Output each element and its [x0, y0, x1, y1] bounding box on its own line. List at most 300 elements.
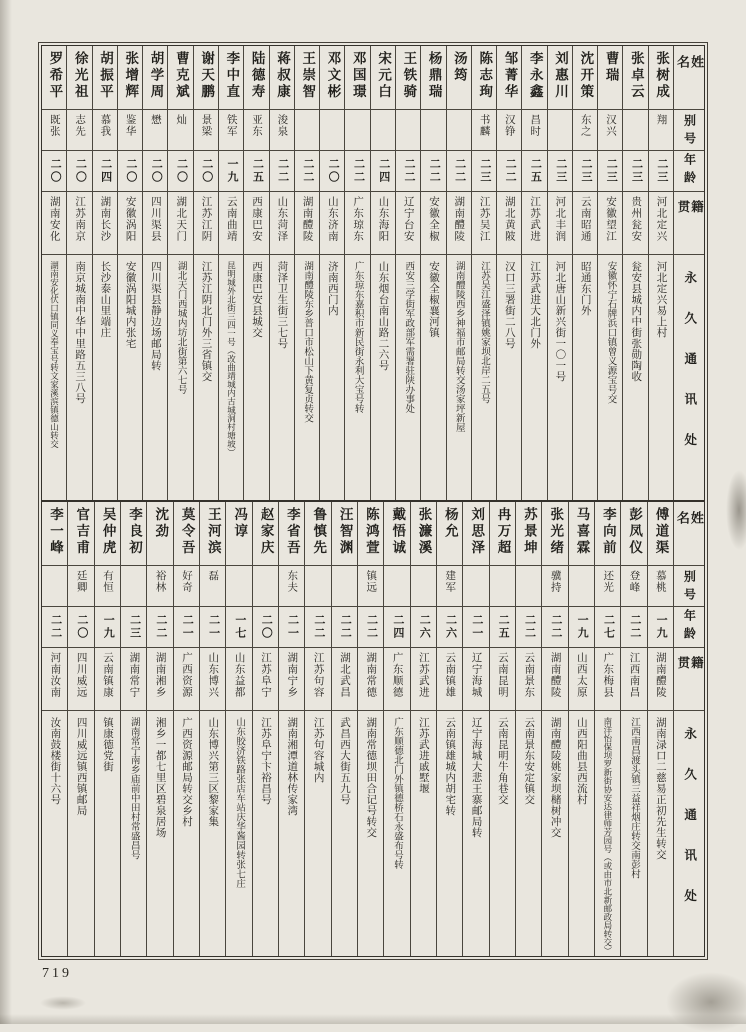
- name-cell: [143, 46, 167, 110]
- alias-cell: [447, 110, 471, 151]
- address-cell: [95, 711, 120, 956]
- name-cell-text: 吴仲虎: [100, 507, 116, 557]
- entry-column: [117, 46, 142, 500]
- origin-cell-text: 湖南湘乡: [154, 652, 166, 698]
- address-cell: [42, 711, 67, 956]
- name-cell-text: 沈劲: [153, 507, 169, 540]
- entry-column: [319, 46, 344, 500]
- name-cell: [447, 46, 471, 110]
- name-cell-text: 曹瑞: [603, 51, 619, 84]
- origin-cell: [143, 192, 167, 255]
- alias-cell: [595, 566, 620, 607]
- entry-column: [572, 46, 597, 500]
- alias-cell: [516, 566, 541, 607]
- page-number: 719: [42, 966, 72, 981]
- name-cell-text: 刘惠川: [553, 51, 569, 101]
- address-cell: [194, 255, 218, 500]
- name-cell-text: 徐光祖: [72, 51, 88, 101]
- age-cell: [548, 151, 572, 192]
- name-cell-text: 李良初: [126, 507, 142, 557]
- origin-cell-text: 河南汝南: [49, 652, 61, 698]
- address-cell-text: 辽宁海城大悲王寨邮局转: [470, 717, 482, 838]
- origin-cell: [522, 192, 546, 255]
- directory-sheet-frame: [41, 45, 705, 957]
- alias-cell-text: 有恒: [101, 570, 113, 593]
- address-cell-text: 湖南湘潭道林传家湾: [286, 717, 298, 816]
- address-cell-text: 汉口三署街二八号: [503, 261, 515, 349]
- alias-cell-text: 慕桃: [654, 570, 666, 593]
- name-cell: [93, 46, 117, 110]
- age-cell: [437, 607, 462, 648]
- name-cell: [411, 502, 436, 566]
- name-cell-text: 胡学周: [148, 51, 164, 101]
- origin-cell-text: 江苏吴江: [478, 196, 490, 242]
- address-cell: [121, 711, 146, 956]
- name-cell-text: 沈开策: [578, 51, 594, 101]
- name-cell: [244, 46, 268, 110]
- age-cell-text: 二一: [207, 614, 220, 640]
- address-cell: [147, 711, 172, 956]
- entry-column: [199, 502, 225, 956]
- row-header-age: [674, 151, 704, 192]
- scan-edge-shadow: [0, 1014, 746, 1024]
- origin-cell-text: 湖北黄陂: [503, 196, 515, 242]
- age-cell: [295, 151, 319, 192]
- origin-cell: [463, 648, 488, 711]
- name-cell: [598, 46, 622, 110]
- address-cell: [648, 711, 673, 956]
- address-cell: [295, 255, 319, 500]
- alias-cell: [320, 110, 344, 151]
- alias-cell: [384, 566, 409, 607]
- address-cell: [200, 711, 225, 956]
- age-cell: [147, 607, 172, 648]
- alias-cell-text: 东夫: [286, 570, 298, 593]
- origin-cell-text: 安徽望江: [604, 196, 616, 242]
- address-cell-text: 镇康德党街: [101, 717, 113, 772]
- age-cell: [421, 151, 445, 192]
- alias-cell-text: 志先: [74, 114, 86, 137]
- entry-column: [446, 46, 471, 500]
- origin-cell-text: 广西资源: [180, 652, 192, 698]
- origin-cell: [42, 648, 67, 711]
- address-cell: [358, 711, 383, 956]
- age-cell: [447, 151, 471, 192]
- address-cell: [472, 255, 496, 500]
- name-cell-text: 蒋叔康: [274, 51, 290, 101]
- name-cell: [332, 502, 357, 566]
- age-cell-text: 二二: [523, 614, 536, 640]
- address-cell-text: 湖南醴陵西乡神福市邮局转交汤家坪新屋: [453, 261, 464, 432]
- entry-column: [243, 46, 268, 500]
- name-cell: [648, 502, 673, 566]
- name-cell: [569, 502, 594, 566]
- origin-cell: [305, 648, 330, 711]
- entry-column: [294, 46, 319, 500]
- address-cell-text: 汝南鼓楼街十六号: [49, 717, 61, 805]
- origin-cell-text: 江苏武进: [529, 196, 541, 242]
- address-cell-text: 湖南醴陵东乡普口市松山下黄复贞转交: [302, 261, 313, 423]
- origin-cell-text: 湖北武昌: [338, 652, 350, 698]
- address-cell: [437, 711, 462, 956]
- entry-column: [521, 46, 546, 500]
- origin-cell: [244, 192, 268, 255]
- name-cell-text: 鲁慎先: [311, 507, 327, 557]
- origin-cell: [270, 192, 294, 255]
- address-cell: [623, 255, 647, 500]
- name-cell-text: 张增辉: [123, 51, 139, 101]
- alias-cell: [168, 110, 192, 151]
- entry-column: [622, 46, 647, 500]
- name-cell: [371, 46, 395, 110]
- age-cell: [595, 607, 620, 648]
- age-cell-text: 二四: [391, 614, 404, 640]
- alias-cell-text: 建军: [444, 570, 456, 593]
- name-cell-text: 王铁骑: [401, 51, 417, 101]
- name-cell: [42, 46, 66, 110]
- age-cell: [174, 607, 199, 648]
- origin-cell-text: 江苏江阴: [200, 196, 212, 242]
- name-cell: [147, 502, 172, 566]
- age-cell: [118, 151, 142, 192]
- age-cell-text: 二二: [365, 614, 378, 640]
- age-cell: [95, 607, 120, 648]
- age-cell: [573, 151, 597, 192]
- origin-cell: [200, 648, 225, 711]
- alias-cell: [68, 566, 93, 607]
- address-cell-text: 南京城南中华中里路五三八号: [74, 261, 86, 404]
- alias-cell: [411, 566, 436, 607]
- origin-cell: [194, 192, 218, 255]
- address-cell: [118, 255, 142, 500]
- address-cell-text: 湖南安化伏口镇同义奉宝号转文家溪滨镇德山转交: [49, 261, 60, 448]
- name-cell-text: 马喜霖: [574, 507, 590, 557]
- age-cell-text: 二二: [49, 614, 62, 640]
- address-cell-text: 广西资源邮局转交乡村: [180, 717, 192, 827]
- address-cell: [542, 711, 567, 956]
- age-cell-text: 二三: [478, 158, 491, 184]
- alias-cell: [522, 110, 546, 151]
- entry-column: [620, 502, 646, 956]
- alias-cell: [345, 110, 369, 151]
- age-cell: [143, 151, 167, 192]
- origin-cell-text: 山东菏泽: [276, 196, 288, 242]
- entry-column: [648, 46, 673, 500]
- address-cell-text: 长沙泰山里端庄: [99, 261, 111, 338]
- origin-cell: [621, 648, 646, 711]
- age-cell-text: 二二: [352, 158, 365, 184]
- origin-cell: [548, 192, 572, 255]
- age-cell: [279, 607, 304, 648]
- origin-cell: [226, 648, 251, 711]
- origin-cell-text: 广东顺德: [391, 652, 403, 698]
- name-cell-text: 赵家庆: [258, 507, 274, 557]
- age-cell: [396, 151, 420, 192]
- address-cell: [598, 255, 622, 500]
- alias-cell-text: 东之: [579, 114, 591, 137]
- address-cell: [522, 255, 546, 500]
- origin-cell-text: 贵州瓮安: [630, 196, 642, 242]
- address-cell: [421, 255, 445, 500]
- alias-cell-text: 骥持: [549, 570, 561, 593]
- entry-column: [515, 502, 541, 956]
- alias-cell: [270, 110, 294, 151]
- age-cell: [270, 151, 294, 192]
- age-cell: [244, 151, 268, 192]
- address-cell: [463, 711, 488, 956]
- alias-cell: [194, 110, 218, 151]
- origin-cell: [384, 648, 409, 711]
- entry-column: [42, 46, 66, 500]
- age-cell-text: 二三: [579, 158, 592, 184]
- entry-column: [344, 46, 369, 500]
- alias-cell-text: 铁军: [225, 114, 237, 137]
- name-cell: [396, 46, 420, 110]
- age-cell: [226, 607, 251, 648]
- address-cell: [279, 711, 304, 956]
- entry-column: [42, 502, 67, 956]
- address-cell-text: 安徽全椒襄河镇: [428, 261, 440, 338]
- address-cell: [93, 255, 117, 500]
- alias-cell: [121, 566, 146, 607]
- scan-edge-shadow: [0, 0, 12, 1024]
- address-cell: [411, 711, 436, 956]
- origin-cell-text: 湖南常宁: [128, 652, 140, 698]
- age-cell: [67, 151, 91, 192]
- row-header-alias-label: 别号: [682, 570, 697, 606]
- origin-cell: [595, 648, 620, 711]
- alias-cell: [253, 566, 278, 607]
- address-cell-text: 山东胶济铁路张店车站庆华酱园转张七庄: [234, 717, 245, 888]
- name-cell-text: 苏景坤: [521, 507, 537, 557]
- name-cell-text: 戴悟诚: [390, 507, 406, 557]
- name-cell-text: 冯谆: [232, 507, 248, 540]
- origin-cell: [174, 648, 199, 711]
- age-cell-text: 二二: [154, 614, 167, 640]
- name-cell: [174, 502, 199, 566]
- entry-column: [193, 46, 218, 500]
- row-header-name-label: 姓名: [674, 511, 704, 539]
- name-cell-text: 谢天鹏: [199, 51, 215, 101]
- alias-cell-text: 灿: [175, 114, 187, 126]
- name-cell: [437, 502, 462, 566]
- address-cell-text: 安徽涡阳城内张宅: [124, 261, 136, 349]
- age-cell: [68, 607, 93, 648]
- row-header-address-label: 永久通讯处: [682, 727, 697, 930]
- alias-cell: [649, 110, 673, 151]
- age-cell-text: 二五: [497, 614, 510, 640]
- age-cell-text: 二〇: [49, 158, 62, 184]
- age-cell: [490, 607, 515, 648]
- entry-column: [568, 502, 594, 956]
- origin-cell: [320, 192, 344, 255]
- entry-column: [218, 46, 243, 500]
- address-cell: [42, 255, 66, 500]
- name-cell-text: 王河滨: [205, 507, 221, 557]
- origin-cell: [396, 192, 420, 255]
- name-cell: [253, 502, 278, 566]
- name-cell: [295, 46, 319, 110]
- age-cell-text: 二三: [128, 614, 141, 640]
- row-header-age-label: 年龄: [682, 609, 697, 645]
- age-cell: [384, 607, 409, 648]
- age-cell-text: 一七: [233, 614, 246, 640]
- origin-cell-text: 广东梅县: [602, 652, 614, 698]
- origin-cell: [490, 648, 515, 711]
- origin-cell-text: 湖南常德: [365, 652, 377, 698]
- address-cell: [244, 255, 268, 500]
- name-cell: [279, 502, 304, 566]
- age-cell-text: 一九: [226, 158, 239, 184]
- age-cell: [168, 151, 192, 192]
- alias-cell: [569, 566, 594, 607]
- alias-cell: [332, 566, 357, 607]
- address-cell-text: 四川威远镇西镇邮局: [75, 717, 87, 816]
- address-cell: [569, 711, 594, 956]
- alias-cell: [200, 566, 225, 607]
- alias-cell: [118, 110, 142, 151]
- address-cell-text: 江苏江阴北门外三省镇交: [200, 261, 212, 382]
- name-cell: [95, 502, 120, 566]
- name-cell-text: 陈鸿萱: [363, 507, 379, 557]
- alias-cell: [463, 566, 488, 607]
- age-cell-text: 二三: [630, 158, 643, 184]
- age-cell-text: 二二: [549, 614, 562, 640]
- address-cell: [396, 255, 420, 500]
- address-cell-text: 江苏武进大北门外: [529, 261, 541, 349]
- name-cell-text: 汤筠: [451, 51, 467, 84]
- address-cell: [320, 255, 344, 500]
- name-cell: [305, 502, 330, 566]
- row-header-alias: [674, 110, 704, 151]
- age-cell: [649, 151, 673, 192]
- origin-cell-text: 四川威远: [75, 652, 87, 698]
- name-cell-text: 张濂溪: [416, 507, 432, 557]
- address-cell-text: 广东琼东嘉积市新民街永利大宝号转: [352, 261, 363, 413]
- origin-cell-text: 安徽涡阳: [124, 196, 136, 242]
- origin-cell-text: 云南景东: [523, 652, 535, 698]
- alias-cell: [573, 110, 597, 151]
- origin-cell: [516, 648, 541, 711]
- address-cell-text: 云南景东安定镇交: [523, 717, 535, 805]
- origin-cell-text: 河北丰润: [554, 196, 566, 242]
- age-cell: [93, 151, 117, 192]
- alias-cell: [295, 110, 319, 151]
- alias-cell-text: 慕我: [99, 114, 111, 137]
- address-cell-text: 济南西门内: [326, 261, 338, 316]
- age-cell: [522, 151, 546, 192]
- age-cell: [648, 607, 673, 648]
- name-cell-text: 杨允: [442, 507, 458, 540]
- name-cell-text: 宋元白: [376, 51, 392, 101]
- alias-cell: [95, 566, 120, 607]
- entry-column: [647, 502, 673, 956]
- entry-column: [489, 502, 515, 956]
- age-cell-text: 二七: [602, 614, 615, 640]
- origin-cell: [118, 192, 142, 255]
- origin-cell: [421, 192, 445, 255]
- row-header-age-label: 年龄: [682, 153, 697, 189]
- name-cell-text: 胡振平: [97, 51, 113, 101]
- age-cell-text: 一九: [102, 614, 115, 640]
- address-cell: [174, 711, 199, 956]
- alias-cell-text: 还光: [602, 570, 614, 593]
- age-cell-text: 二二: [339, 614, 352, 640]
- address-cell-text: 湖南常宁南乡庙前中田村常盛昌号: [128, 717, 139, 860]
- directory-table-bottom: [42, 500, 704, 956]
- age-cell-text: 二四: [377, 158, 390, 184]
- row-header-name-label: 姓名: [675, 55, 705, 83]
- origin-cell: [573, 192, 597, 255]
- address-cell-text: 云南昆明牛角巷交: [496, 717, 508, 805]
- age-cell: [200, 607, 225, 648]
- name-cell: [67, 46, 91, 110]
- entry-column: [357, 502, 383, 956]
- origin-cell-text: 湖南安化: [48, 196, 60, 242]
- age-cell-text: 二三: [605, 158, 618, 184]
- entry-column: [436, 502, 462, 956]
- name-cell: [573, 46, 597, 110]
- name-cell: [270, 46, 294, 110]
- origin-cell-text: 湖南醴陵: [301, 196, 313, 242]
- name-cell: [68, 502, 93, 566]
- alias-cell-text: 磊: [207, 570, 219, 582]
- address-cell-text: 昭通东门外: [579, 261, 591, 316]
- origin-cell-text: 湖南长沙: [99, 196, 111, 242]
- age-cell-text: 二二: [504, 158, 517, 184]
- row-header-origin-label: 籍贯: [675, 656, 704, 684]
- entry-column: [471, 46, 496, 500]
- address-cell: [447, 255, 471, 500]
- alias-cell: [437, 566, 462, 607]
- name-cell: [219, 46, 243, 110]
- entry-column: [278, 502, 304, 956]
- age-cell-text: 二〇: [260, 614, 273, 640]
- origin-cell-text: 湖南宁乡: [286, 652, 298, 698]
- row-header-alias-label: 别号: [682, 114, 697, 150]
- name-cell: [384, 502, 409, 566]
- age-cell-text: 二六: [418, 614, 431, 640]
- age-cell: [516, 607, 541, 648]
- age-cell: [621, 607, 646, 648]
- name-cell: [320, 46, 344, 110]
- origin-cell-text: 湖北天门: [175, 196, 187, 242]
- row-header-column: [673, 46, 704, 500]
- alias-cell: [621, 566, 646, 607]
- entry-column: [370, 46, 395, 500]
- name-cell-text: 王崇智: [300, 51, 316, 101]
- address-cell-text: 山东烟台南山路二六号: [377, 261, 389, 371]
- name-cell: [542, 502, 567, 566]
- entry-column: [66, 46, 91, 500]
- age-cell: [463, 607, 488, 648]
- address-cell: [595, 711, 620, 956]
- origin-cell: [295, 192, 319, 255]
- row-header-name: [674, 46, 704, 110]
- name-cell: [621, 502, 646, 566]
- entry-column: [410, 502, 436, 956]
- row-header-origin: [674, 648, 704, 711]
- address-cell: [573, 255, 597, 500]
- name-cell-text: 邓文彬: [325, 51, 341, 101]
- name-cell: [522, 46, 546, 110]
- alias-cell: [226, 566, 251, 607]
- age-cell-text: 二三: [655, 158, 668, 184]
- age-cell-text: 二二: [276, 158, 289, 184]
- address-cell-text: 山东博兴第三区黎家集: [207, 717, 219, 827]
- age-cell: [371, 151, 395, 192]
- entry-column: [146, 502, 172, 956]
